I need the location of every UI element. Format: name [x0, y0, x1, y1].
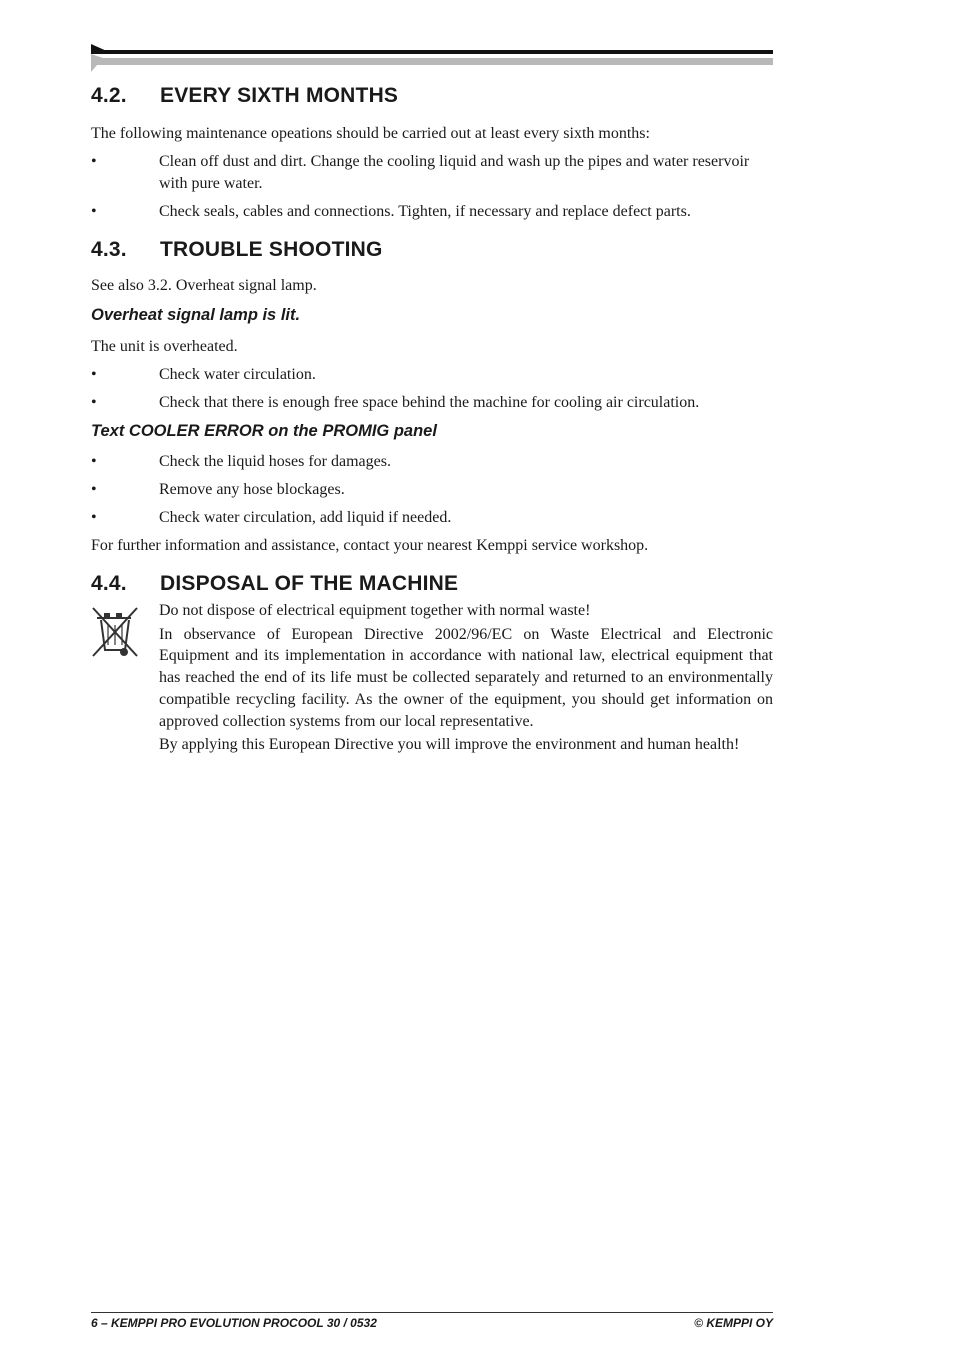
paragraph: In observance of European Directive 2002/96/EC on Waste Electrical and Electronic Equipment and its implementation in accordance with national law, electrical equipment that has reached the end of its life must be collected separately and returned to an environmentally compatible recycling facility. As the owner of the equipment, you should get information on approved collection systems from our local representative.	[159, 625, 773, 730]
list-item: • Check seals, cables and connections. Tighten, if necessary and replace defect parts.	[91, 203, 691, 220]
paragraph: The unit is overheated.	[91, 338, 238, 355]
footer-right: © KEMPPI OY	[694, 1316, 773, 1330]
paragraph: See also 3.2. Overheat signal lamp.	[91, 277, 317, 294]
list-item: • Remove any hose blockages.	[91, 481, 345, 498]
page-footer	[91, 1312, 773, 1330]
list-item: • Clean off dust and dirt. Change the cooling liquid and wash up the pipes and water reservoir with pure water.	[91, 153, 750, 192]
section-heading-4-2: 4.2. EVERY SIXTH MONTHS	[91, 84, 399, 107]
paragraph: Do not dispose of electrical equipment together with normal waste!	[159, 602, 591, 619]
list-item: • Check water circulation.	[91, 366, 316, 383]
footer-left: 6 – KEMPPI PRO EVOLUTION PROCOOL 30 / 0532	[91, 1316, 377, 1330]
list-item: • Check the liquid hoses for damages.	[91, 453, 391, 470]
section-heading-4-3: 4.3. TROUBLE SHOOTING	[91, 238, 383, 261]
section-heading-4-4: 4.4. DISPOSAL OF THE MACHINE	[91, 572, 459, 595]
disposal-text	[159, 602, 773, 756]
subheading: Overheat signal lamp is lit.	[91, 306, 301, 324]
paragraph: By applying this European Directive you will improve the environment and human health!	[159, 736, 740, 754]
paragraph: The following maintenance opeations should be carried out at least every sixth months:	[91, 125, 650, 142]
list-item: • Check that there is enough free space behind the machine for cooling air circulation.	[91, 394, 700, 411]
paragraph: For further information and assistance, contact your nearest Kemppi service workshop.	[91, 537, 649, 554]
page-content	[91, 84, 773, 756]
header-rule	[91, 44, 773, 72]
subheading: Text COOLER ERROR on the PROMIG panel	[91, 422, 437, 440]
list-item: • Check water circulation, add liquid if needed.	[91, 509, 452, 526]
disposal-block	[91, 602, 773, 756]
crossed-out-wheelie-bin-icon	[91, 606, 159, 756]
